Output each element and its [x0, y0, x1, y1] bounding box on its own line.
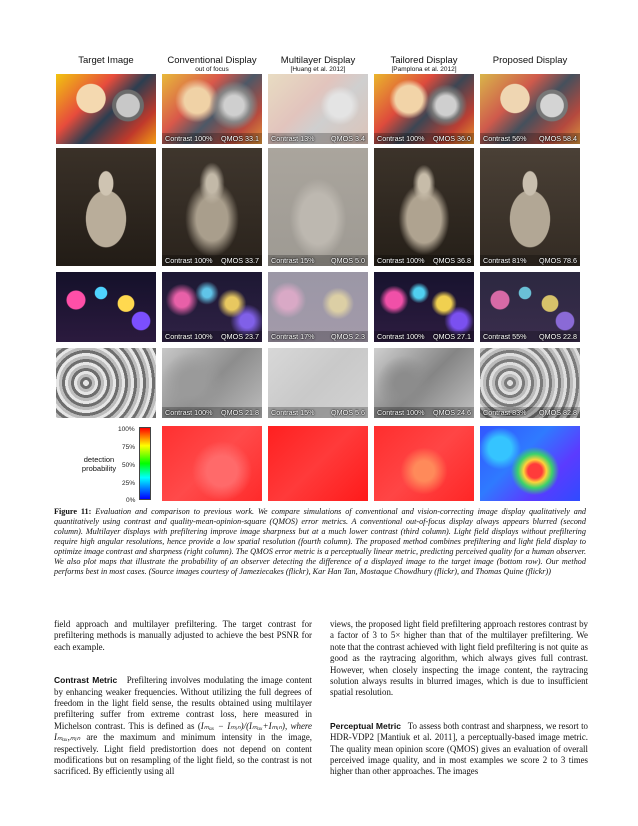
column-header-conventional — [162, 55, 262, 74]
image-multilayer-carousel — [268, 272, 368, 342]
body-paragraph — [330, 721, 588, 778]
metrics-caption — [268, 407, 368, 418]
column-title: Proposed Display — [492, 55, 568, 66]
colorbar-tick: 75% — [122, 444, 136, 451]
qmos-value: QMOS 33.7 — [221, 256, 259, 265]
image-proposed-toy — [480, 74, 580, 144]
metrics-caption — [162, 255, 262, 266]
metrics-caption — [374, 407, 474, 418]
colorbar-tick: 100% — [118, 426, 135, 433]
body-paragraph: field approach and multilayer prefiltering. The target contrast for prefiltering methods is manually adjusted to achieve the best PSNR for each example. — [54, 619, 312, 652]
column-header-multilayer — [268, 55, 368, 74]
section-heading: Contrast Metric — [54, 675, 118, 686]
colorbar-tick: 50% — [122, 462, 136, 469]
contrast-value: Contrast 100% — [377, 256, 425, 265]
body-column-right — [330, 619, 588, 778]
metrics-caption — [162, 331, 262, 342]
colorbar-label — [78, 455, 120, 473]
contrast-value: Contrast 100% — [165, 408, 213, 417]
qmos-value: QMOS 78.6 — [539, 256, 577, 265]
contrast-value: Contrast 100% — [377, 408, 425, 417]
qmos-value: QMOS 22.8 — [539, 332, 577, 341]
math-expression: Iₘₐₓ − Iₘᵢₙ)/(Iₘₐₓ+Iₘᵢₙ), where Iₘₐₓ,ₘᵢₙ — [54, 720, 312, 743]
metrics-caption — [480, 331, 580, 342]
contrast-value: Contrast 81% — [483, 256, 527, 265]
map-tailored — [374, 426, 474, 501]
image-proposed-carousel — [480, 272, 580, 342]
contrast-value: Contrast 100% — [165, 332, 213, 341]
image-proposed-staircase — [480, 348, 580, 418]
column-title: Tailored Display — [390, 55, 458, 66]
image-conventional-toy — [162, 74, 262, 144]
qmos-value: QMOS 5.0 — [331, 256, 365, 265]
qmos-value: QMOS 5.6 — [331, 408, 365, 417]
image-multilayer-toy — [268, 74, 368, 144]
column-header-target — [56, 55, 156, 66]
image-tailored-staircase — [374, 348, 474, 418]
column-header-tailored — [374, 55, 474, 74]
colorbar-label-line: detection — [83, 455, 115, 464]
map-multilayer — [268, 426, 368, 501]
qmos-value: QMOS 3.4 — [331, 134, 365, 143]
metrics-caption — [162, 133, 262, 144]
contrast-value: Contrast 100% — [377, 134, 425, 143]
map-conventional — [162, 426, 262, 501]
image-multilayer-staircase — [268, 348, 368, 418]
metrics-caption — [268, 255, 368, 266]
image-target-statue — [56, 148, 156, 266]
contrast-value: Contrast 13% — [271, 134, 315, 143]
contrast-value: Contrast 17% — [271, 332, 315, 341]
qmos-value: QMOS 33.1 — [221, 134, 259, 143]
contrast-value: Contrast 83% — [483, 408, 527, 417]
colorbar-label-line: probability — [81, 464, 117, 473]
image-tailored-toy — [374, 74, 474, 144]
image-conventional-carousel — [162, 272, 262, 342]
metrics-caption — [162, 407, 262, 418]
metrics-caption — [374, 133, 474, 144]
colorbar-tick: 0% — [126, 497, 136, 504]
body-paragraph: views, the proposed light field prefiltering approach restores contrast by a factor of 3 to 5× higher than that of the multilayer prefiltering. We note that the contrast achieved with light field prefiltering is not quite as good as the raytracing algorithm, which always gives full contrast. However, when closely inspecting the image content, the raytracing solution always results in blurred images, which is due to insufficient spatial resolution. — [330, 619, 588, 698]
image-tailored-statue — [374, 148, 474, 266]
image-proposed-statue — [480, 148, 580, 266]
qmos-value: QMOS 36.0 — [433, 134, 471, 143]
column-subtitle: [Huang et al. 2012] — [290, 66, 346, 73]
qmos-value: QMOS 82.8 — [539, 408, 577, 417]
figure-caption-text: Evaluation and comparison to previous work. We compare simulations of conventional and vision-correcting image display qualitatively and quantitatively using contrast and quality-mean-opinion-square (QMOS) error metrics. A conventional out-of-focus display always appears blurred (second column). Multilayer displays with prefiltering improve image sharpness but at a much lower contrast (third column). Light field displays without prefiltering require high angular resolutions, hence provide a low spatial resolution (fourth column). The proposed method combines prefiltering and light field display to optimize image contrast and sharpness (right column). The QMOS error metric is a perceptually linear metric, predicting perceived quality for a human observer. We also plot maps that illustrate the probability of an observer detecting the difference of a displayed image to the target image (bottom row). Our method performs best in most cases. (Source images courtesy of Jameziecakes (flickr), Kar Han Tan, Mostaque Chowdhury (flickr), and Thomas Quine (flickr)) — [54, 507, 587, 577]
qmos-value: QMOS 36.8 — [433, 256, 471, 265]
section-heading: Perceptual Metric — [330, 720, 401, 731]
qmos-value: QMOS 21.8 — [221, 408, 259, 417]
metrics-caption — [480, 407, 580, 418]
body-paragraph — [54, 675, 312, 778]
body-text: To assess both contrast and sharpness, we resort to HDR-VDP2 [Mantiuk et al. 2011], a perceptually-based image metric. The quality mean opinion score (QMOS) gives an evaluation of overall perceived image quality, and in most examples we score 2 to 3 times higher than other approaches. The images — [330, 720, 588, 777]
contrast-value: Contrast 56% — [483, 134, 527, 143]
metrics-caption — [480, 255, 580, 266]
column-header-proposed — [480, 55, 580, 66]
metrics-caption — [268, 133, 368, 144]
contrast-value: Contrast 15% — [271, 256, 315, 265]
contrast-value: Contrast 15% — [271, 408, 315, 417]
figure-caption — [54, 507, 586, 577]
qmos-value: QMOS 2.3 — [331, 332, 365, 341]
contrast-value: Contrast 100% — [165, 256, 213, 265]
column-title: Target Image — [78, 55, 134, 66]
body-column-left — [54, 619, 312, 778]
body-text: are the maximum and minimum intensity in the image, respectively. Light field predistortion does not depend on content modifications but on resampling of the light field, so the contrast is not sacrificed. By efficiently using all — [54, 732, 312, 777]
contrast-value: Contrast 100% — [165, 134, 213, 143]
image-target-carousel — [56, 272, 156, 342]
metrics-caption — [480, 133, 580, 144]
column-title: Multilayer Display — [280, 55, 356, 66]
metrics-caption — [374, 255, 474, 266]
qmos-value: QMOS 58.4 — [539, 134, 577, 143]
contrast-value: Contrast 55% — [483, 332, 527, 341]
colorbar — [139, 427, 151, 500]
qmos-value: QMOS 24.6 — [433, 408, 471, 417]
column-subtitle: out of focus — [195, 66, 229, 73]
image-tailored-carousel — [374, 272, 474, 342]
metrics-caption — [268, 331, 368, 342]
qmos-value: QMOS 27.1 — [433, 332, 471, 341]
qmos-value: QMOS 23.7 — [221, 332, 259, 341]
figure-label: Figure 11: — [54, 507, 92, 516]
image-target-staircase — [56, 348, 156, 418]
colorbar-tick: 25% — [122, 480, 136, 487]
image-multilayer-statue — [268, 148, 368, 266]
image-target-toy — [56, 74, 156, 144]
column-subtitle: [Pamplona et al. 2012] — [391, 66, 457, 73]
column-title: Conventional Display — [167, 55, 257, 66]
body-text: Prefiltering involves modulating the image content by enhancing weaker frequencies. Without utilizing the full degrees of freedom in the light field sense, the results obtained using multilayer prefiltering suffer from extreme contrast loss, here measured in Michelson contrast. This is defined as ( — [54, 675, 313, 731]
image-conventional-statue — [162, 148, 262, 266]
metrics-caption — [374, 331, 474, 342]
map-proposed — [480, 426, 580, 501]
contrast-value: Contrast 100% — [377, 332, 425, 341]
image-conventional-staircase — [162, 348, 262, 418]
